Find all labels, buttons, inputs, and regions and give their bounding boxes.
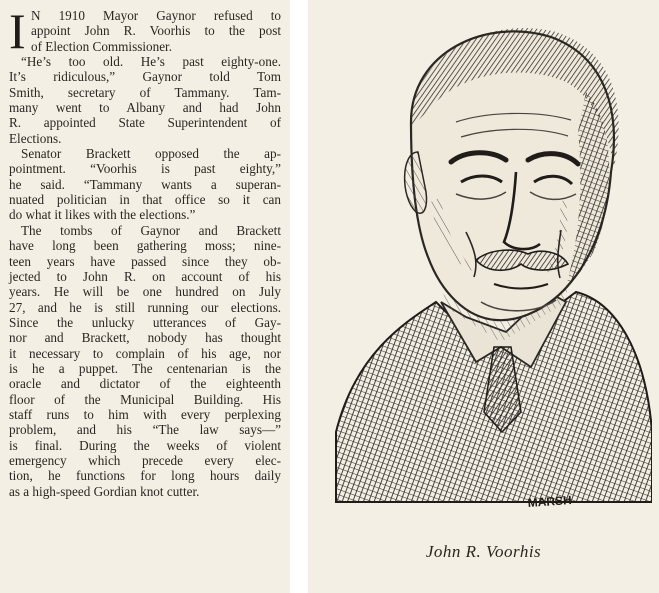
article-line: pointment. “Voorhis is past eighty,” bbox=[9, 161, 281, 177]
article-text bbox=[9, 3, 281, 499]
article-line: as a high-speed Gordian knot cutter. bbox=[9, 483, 200, 499]
article-line: of Election Commissioner. bbox=[31, 38, 173, 54]
article-line: teen years have passed since they ob- bbox=[9, 253, 281, 269]
article-line: floor of the Municipal Building. His bbox=[9, 391, 281, 407]
article-line: Elections. bbox=[9, 130, 62, 146]
article-line: emergency which precede every elec- bbox=[9, 452, 281, 468]
article-line: he said. “Tammany wants a superan- bbox=[9, 176, 281, 192]
article-line: Senator Brackett opposed the ap- bbox=[21, 146, 281, 162]
article-line: nuated politician in that office so it can bbox=[9, 192, 281, 208]
article-line: jected to John R. on account of his bbox=[9, 268, 281, 284]
article-line: 27, and he is still running our elections. bbox=[9, 299, 281, 315]
article-line: tion, he functions for long hours daily bbox=[9, 468, 281, 484]
article-line: staff runs to him with every perplexing bbox=[9, 406, 281, 422]
article-line: R. appointed State Superintendent of bbox=[9, 115, 281, 131]
article-line: nor and Brackett, nobody has thought bbox=[9, 330, 281, 346]
article-line: years. He will be one hundred on July bbox=[9, 284, 281, 300]
article-line: appoint John R. Voorhis to the post bbox=[31, 23, 281, 39]
article-line: “He’s too old. He’s past eighty-one. bbox=[21, 54, 281, 70]
portrait-illustration bbox=[316, 2, 652, 522]
article-line: Since the unlucky utterances of Gay- bbox=[9, 314, 281, 330]
article-line: have long been gathering moss; nine- bbox=[9, 238, 281, 254]
article-line: is final. During the weeks of violent bbox=[9, 437, 281, 453]
artist-signature: MARSH bbox=[527, 492, 573, 510]
article-line: is he a puppet. The centenarian is the bbox=[9, 360, 281, 376]
article-line: It’s ridiculous,” Gaynor told Tom bbox=[9, 69, 281, 85]
article-line: Smith, secretary of Tammany. Tam- bbox=[9, 84, 281, 100]
article-line: The tombs of Gaynor and Brackett bbox=[21, 222, 281, 238]
portrait-caption: John R. Voorhis bbox=[425, 542, 542, 561]
article-line: many went to Albany and had John bbox=[9, 100, 281, 116]
article-line: N 1910 Mayor Gaynor refused to bbox=[31, 8, 281, 23]
article-line: problem, and his “The law says—” bbox=[9, 422, 281, 438]
article-line: it necessary to complain of his age, nor bbox=[9, 345, 281, 361]
drop-cap: I bbox=[9, 3, 26, 59]
article-line: do what it likes with the elections.” bbox=[9, 207, 196, 223]
article-line: oracle and dictator of the eighteenth bbox=[9, 376, 281, 392]
